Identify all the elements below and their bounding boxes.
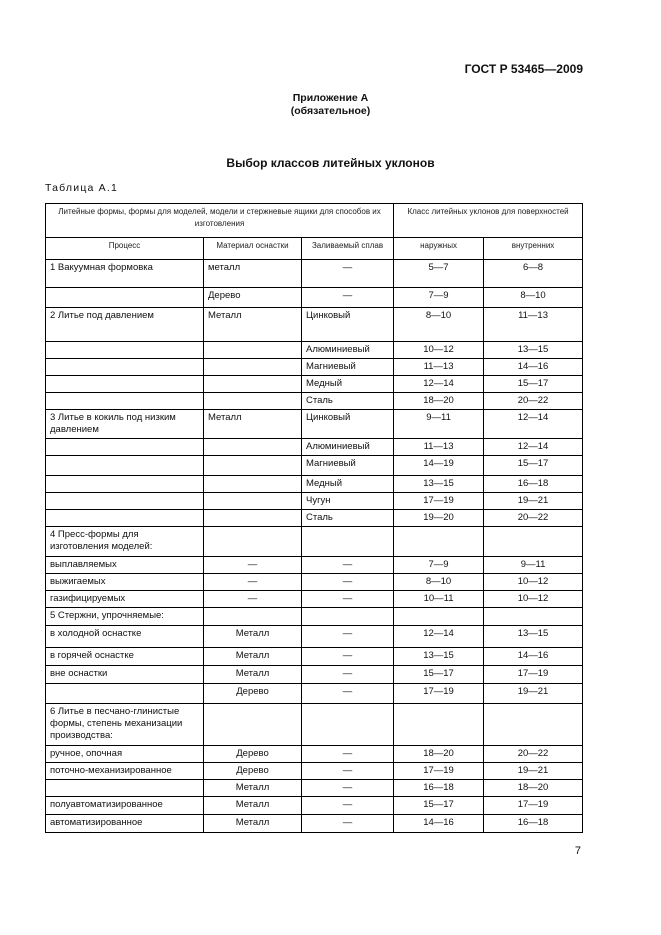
table-row [46,797,583,815]
inner-class-cell: 13—15 [484,626,583,648]
tooling-material-cell [204,393,302,410]
process-cell: полуавтоматизированное [46,797,204,815]
tooling-material-cell: Металл [204,410,302,439]
column-header: Заливаемый сплав [302,238,394,260]
process-cell [46,684,204,704]
outer-class-cell: 10—12 [394,342,484,359]
tooling-material-cell [204,342,302,359]
process-cell [46,456,204,476]
process-cell [46,393,204,410]
alloy-cell: — [302,684,394,704]
alloy-cell: Магниевый [302,359,394,376]
process-cell [46,493,204,510]
inner-class-cell: 16—18 [484,476,583,493]
outer-class-cell: 13—15 [394,648,484,666]
tooling-material-cell: Дерево [204,288,302,308]
column-header: внутренних [484,238,583,260]
inner-class-cell: 19—21 [484,763,583,780]
outer-class-cell: 10—11 [394,591,484,608]
table-row [46,684,583,704]
inner-class-cell: 19—21 [484,493,583,510]
outer-class-cell [394,527,484,557]
inner-class-cell: 17—19 [484,666,583,684]
process-cell [46,288,204,308]
outer-class-cell: 8—10 [394,574,484,591]
table-row [46,308,583,342]
inner-class-cell [484,608,583,626]
alloy-cell: Сталь [302,510,394,527]
inner-class-cell: 8—10 [484,288,583,308]
section-title: Выбор классов литейных уклонов [226,156,435,170]
alloy-cell: — [302,557,394,574]
alloy-cell: — [302,648,394,666]
table-row [46,574,583,591]
table-row [46,648,583,666]
alloy-cell: — [302,763,394,780]
process-cell [46,376,204,393]
process-cell: 2 Литье под давлением [46,308,204,342]
alloy-cell: — [302,746,394,763]
process-cell: автоматизированное [46,815,204,833]
process-cell [46,510,204,527]
inner-class-cell: 20—22 [484,746,583,763]
process-cell: 4 Пресс-формы для изготовления моделей: [46,527,204,557]
inner-class-cell: 13—15 [484,342,583,359]
inner-class-cell: 10—12 [484,591,583,608]
table-row [46,746,583,763]
outer-class-cell: 11—13 [394,359,484,376]
table-row [46,510,583,527]
inner-class-cell [484,704,583,746]
alloy-cell: Алюминиевый [302,439,394,456]
inner-class-cell: 10—12 [484,574,583,591]
inner-class-cell: 16—18 [484,815,583,833]
process-cell: поточно-механизированное [46,763,204,780]
outer-class-cell: 14—19 [394,456,484,476]
outer-class-cell: 19—20 [394,510,484,527]
inner-class-cell [484,527,583,557]
process-cell: выплавляемых [46,557,204,574]
process-cell: выжигаемых [46,574,204,591]
alloy-cell: — [302,626,394,648]
tooling-material-cell: — [204,574,302,591]
tooling-material-cell [204,439,302,456]
process-cell: в холодной оснастке [46,626,204,648]
outer-class-cell: 17—19 [394,684,484,704]
table-row [46,493,583,510]
table-row [46,763,583,780]
alloy-cell: Цинковый [302,410,394,439]
tooling-material-cell: Металл [204,308,302,342]
alloy-cell [302,704,394,746]
table-row [46,456,583,476]
inner-class-cell: 6—8 [484,260,583,288]
outer-class-cell: 16—18 [394,780,484,797]
standard-number: ГОСТ Р 53465—2009 [464,62,583,76]
alloy-cell: — [302,815,394,833]
table-row [46,815,583,833]
alloy-cell: Медный [302,476,394,493]
table-column-header-row [46,238,583,260]
alloy-cell: — [302,666,394,684]
draft-class-table [45,203,583,833]
tooling-material-cell: Дерево [204,684,302,704]
inner-class-cell: 20—22 [484,510,583,527]
alloy-cell: — [302,260,394,288]
alloy-cell: Цинковый [302,308,394,342]
tooling-material-cell [204,376,302,393]
table-row [46,626,583,648]
tooling-material-cell: Металл [204,797,302,815]
process-cell [46,342,204,359]
table-row [46,376,583,393]
table-row [46,608,583,626]
inner-class-cell: 17—19 [484,797,583,815]
outer-class-cell: 11—13 [394,439,484,456]
table-row [46,359,583,376]
outer-class-cell: 9—11 [394,410,484,439]
process-cell: вне оснастки [46,666,204,684]
process-cell: 5 Стержни, упрочняемые: [46,608,204,626]
tooling-material-cell [204,456,302,476]
outer-class-cell [394,704,484,746]
outer-class-cell: 8—10 [394,308,484,342]
inner-class-cell: 20—22 [484,393,583,410]
alloy-cell: Алюминиевый [302,342,394,359]
appendix-subtitle: (обязательное) [290,105,371,117]
process-cell: 1 Вакуумная формовка [46,260,204,288]
inner-class-cell: 14—16 [484,648,583,666]
table-row [46,557,583,574]
tooling-material-cell [204,510,302,527]
alloy-cell: Медный [302,376,394,393]
column-header: наружных [394,238,484,260]
table-row [46,591,583,608]
tooling-material-cell [204,527,302,557]
outer-class-cell [394,608,484,626]
outer-class-cell: 12—14 [394,376,484,393]
inner-class-cell: 9—11 [484,557,583,574]
table-row [46,527,583,557]
tooling-material-cell: Металл [204,626,302,648]
table-row [46,410,583,439]
outer-class-cell: 7—9 [394,288,484,308]
outer-class-cell: 18—20 [394,746,484,763]
table-row [46,439,583,456]
tooling-material-cell [204,476,302,493]
outer-class-cell: 5—7 [394,260,484,288]
tooling-material-cell: Металл [204,666,302,684]
tooling-material-cell: — [204,591,302,608]
table-group-header-row [46,204,583,238]
alloy-cell: — [302,288,394,308]
alloy-cell [302,527,394,557]
group-header-right: Класс литейных уклонов для поверхностей [394,204,583,238]
inner-class-cell: 14—16 [484,359,583,376]
inner-class-cell: 19—21 [484,684,583,704]
tooling-material-cell: металл [204,260,302,288]
tooling-material-cell: Дерево [204,746,302,763]
outer-class-cell: 7—9 [394,557,484,574]
table-row [46,260,583,288]
column-header: Материал оснастки [204,238,302,260]
process-cell [46,476,204,493]
alloy-cell: — [302,797,394,815]
tooling-material-cell: Металл [204,648,302,666]
tooling-material-cell: Металл [204,780,302,797]
table-row [46,476,583,493]
outer-class-cell: 17—19 [394,763,484,780]
outer-class-cell: 17—19 [394,493,484,510]
outer-class-cell: 13—15 [394,476,484,493]
table-row [46,393,583,410]
outer-class-cell: 14—16 [394,815,484,833]
inner-class-cell: 18—20 [484,780,583,797]
tooling-material-cell: Металл [204,815,302,833]
alloy-cell: Магниевый [302,456,394,476]
table-label: Таблица А.1 [45,182,119,194]
table-row [46,342,583,359]
table-row [46,780,583,797]
table-row [46,288,583,308]
tooling-material-cell [204,493,302,510]
outer-class-cell: 15—17 [394,797,484,815]
inner-class-cell: 15—17 [484,376,583,393]
inner-class-cell: 12—14 [484,439,583,456]
tooling-material-cell: — [204,557,302,574]
alloy-cell: — [302,780,394,797]
table-row [46,666,583,684]
alloy-cell: Сталь [302,393,394,410]
inner-class-cell: 11—13 [484,308,583,342]
appendix-heading [0,92,661,118]
alloy-cell [302,608,394,626]
process-cell: газифицируемых [46,591,204,608]
column-header: Процесс [46,238,204,260]
process-cell [46,780,204,797]
tooling-material-cell [204,704,302,746]
alloy-cell: — [302,574,394,591]
process-cell [46,439,204,456]
inner-class-cell: 12—14 [484,410,583,439]
process-cell: 6 Литье в песчано-глинистые формы, степень механизации производства: [46,704,204,746]
process-cell: в горячей оснастке [46,648,204,666]
page-number: 7 [574,845,581,857]
tooling-material-cell [204,608,302,626]
outer-class-cell: 12—14 [394,626,484,648]
outer-class-cell: 18—20 [394,393,484,410]
table-row [46,704,583,746]
tooling-material-cell [204,359,302,376]
tooling-material-cell: Дерево [204,763,302,780]
process-cell: ручное, опочная [46,746,204,763]
group-header-left: Литейные формы, формы для моделей, модели и стержневые ящики для способов их изготовления [46,204,394,238]
process-cell: 3 Литье в кокиль под низким давлением [46,410,204,439]
inner-class-cell: 15—17 [484,456,583,476]
process-cell [46,359,204,376]
alloy-cell: — [302,591,394,608]
appendix-title: Приложение А [292,92,369,104]
outer-class-cell: 15—17 [394,666,484,684]
alloy-cell: Чугун [302,493,394,510]
